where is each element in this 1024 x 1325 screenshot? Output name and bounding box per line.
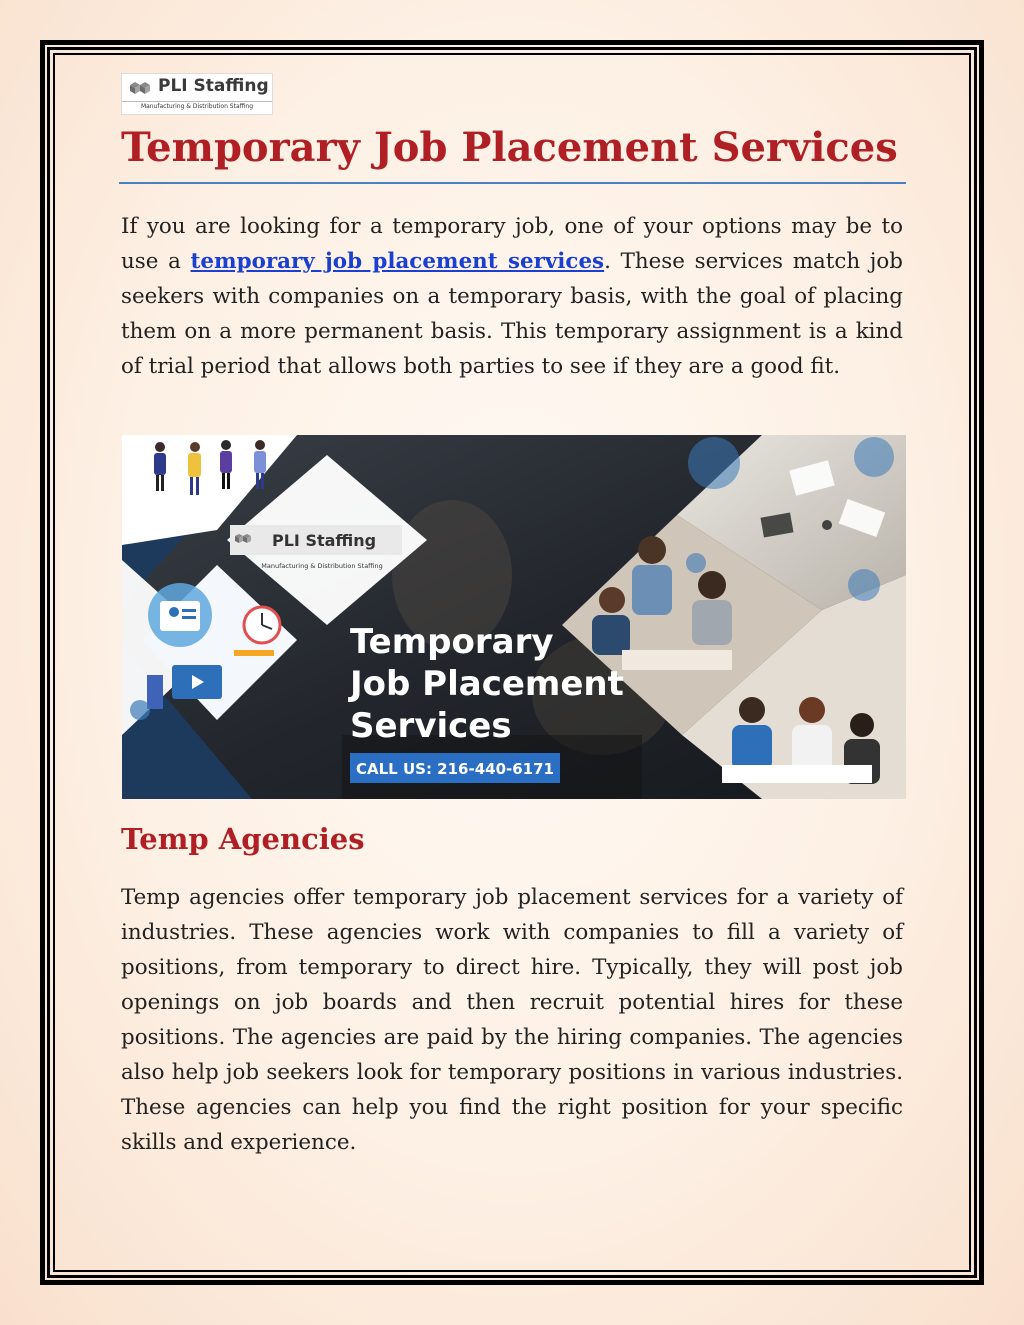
banner-logo-name: PLI Staffing (272, 531, 377, 550)
banner-heading-line3: Services (350, 706, 512, 746)
temp-agencies-paragraph: Temp agencies offer temporary job placement services for a variety of industries. These agencies work with companies to fill a variety of positions, from temporary to direct hire. Typically, they will post job openings on job boards and then recruit potential hires for these positions. The agencies are paid by the hiring companies. The agencies also help job seekers look for temporary positions in various industries. These agencies can help you find the right position for your specific skills and experience. (121, 885, 903, 1155)
banner-graphic (122, 435, 906, 799)
company-logo (121, 73, 273, 115)
page-title: Temporary Job Placement Services (121, 124, 898, 171)
title-underline (119, 182, 906, 184)
intro-paragraph (121, 209, 903, 384)
logo-cubes-icon (128, 80, 152, 98)
temporary-job-placement-link[interactable]: temporary job placement services (190, 249, 605, 274)
intro-text-start: If you are looking for a temporary job, one of your options may be to use a (121, 214, 903, 274)
call-us-text: CALL US: 216-440-6171 (356, 760, 554, 778)
intro-text-end: . These services match job seekers with companies on a temporary basis, with the goal of placing them on a more permanent basis. This temporary assignment is a kind of trial period that allows both parties to see if they are a good fit. (121, 249, 903, 379)
logo-tagline: Manufacturing & Distribution Staffing (140, 103, 254, 110)
banner-logo-tagline: Manufacturing & Distribution Staffing (261, 562, 383, 570)
logo-divider (122, 101, 272, 102)
logo-name: PLI Staffing (158, 76, 269, 96)
section-heading-temp-agencies: Temp Agencies (121, 822, 365, 856)
banner-heading-line2: Job Placement (350, 664, 624, 704)
banner-heading-line1: Temporary (350, 622, 554, 662)
promo-banner-image (122, 435, 906, 799)
